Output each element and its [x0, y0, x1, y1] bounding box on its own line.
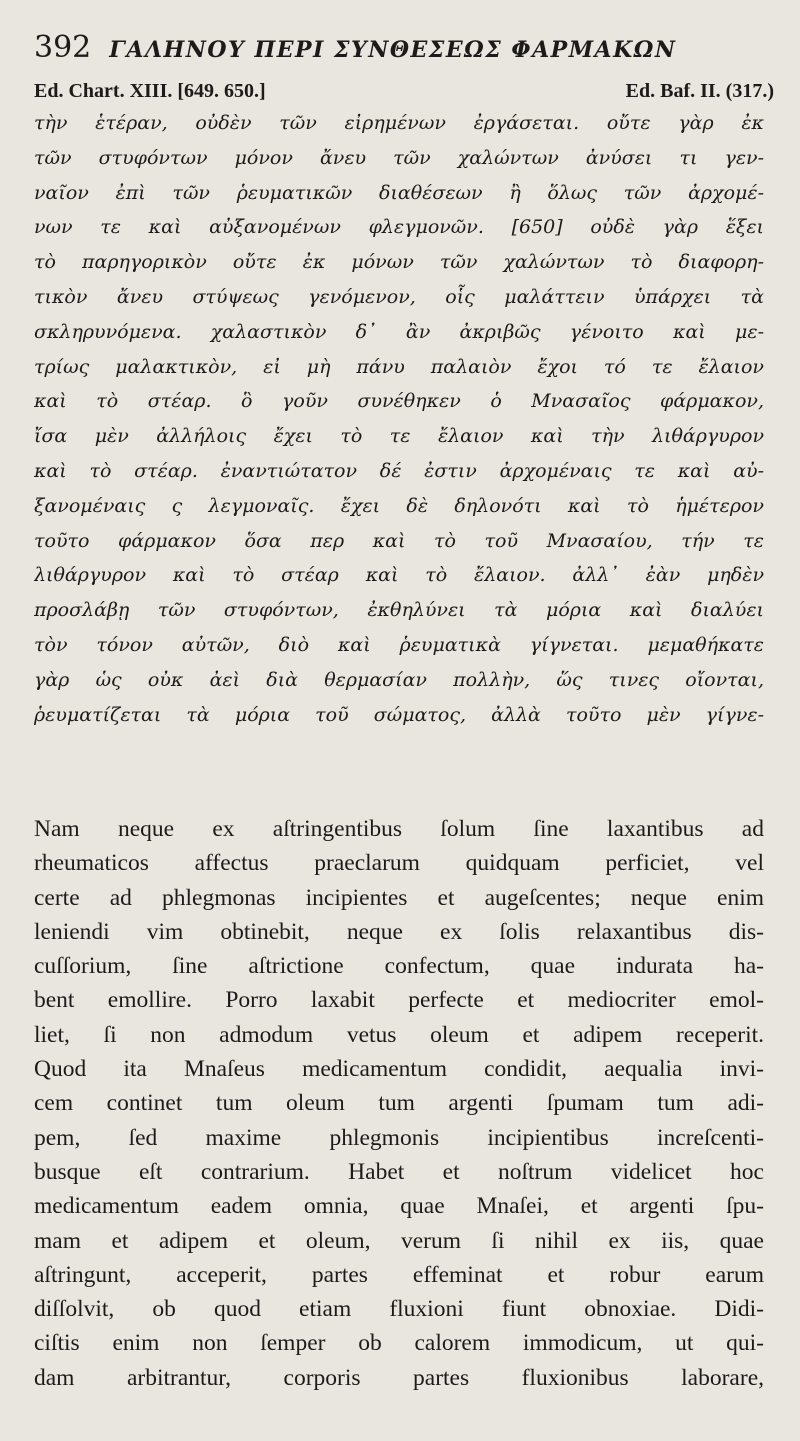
text-line: dam arbitrantur, corporis partes fluxionibus laborare, — [34, 1364, 764, 1391]
text-line: γὰρ ὡς οὐκ ἀεὶ διὰ θερμασίαν πολλὴν, ὥς τινες οἴονται, — [34, 668, 764, 691]
text-line: liet, ſi non admodum vetus oleum et adipem receperit. — [34, 1021, 764, 1048]
text-line: rheumaticos affectus praeclarum quidquam perficiet, vel — [34, 850, 764, 877]
text-line: καὶ τὸ στέαρ. ἐναντιώτατον δέ ἐστιν ἀρχομέναις τε καὶ αὐ- — [34, 459, 764, 482]
text-line: τὸ παρηγορικὸν οὔτε ἐκ μόνων τῶν χαλώντων τὸ διαφορη- — [34, 251, 764, 274]
text-line: ciſtis enim non ſemper ob calorem immodicum, ut qui- — [34, 1330, 764, 1357]
text-line: certe ad phlegmonas incipientes et augeſcentes; neque enim — [34, 884, 764, 911]
edition-right: Ed. Baf. II. (317.) — [625, 80, 774, 102]
text-line: τῶν στυφόντων μόνον ἄνευ τῶν χαλώντων ἀνύσει τι γεν- — [34, 146, 764, 169]
text-line: ῥευματίζεται τὰ μόρια τοῦ σώματος, ἀλλὰ τοῦτο μὲν γίγνε- — [34, 703, 764, 726]
greek-text — [34, 106, 764, 732]
text-line: cuſſorium, ſine aſtrictione confectum, quae indurata ha- — [34, 953, 764, 980]
running-title: ΓΑΛΗΝΟΥ ΠΕΡΙ ΣΥΝΘΕΣΕΩΣ ΦΑΡΜΑΚΩΝ — [109, 37, 677, 63]
edition-left: Ed. Chart. XIII. [649. 650.] — [34, 80, 266, 102]
text-line: τικὸν ἄνευ στύψεως γενόμενον, οἷς μαλάττειν ὑπάρχει τὰ — [34, 285, 764, 308]
text-line: cem continet tum oleum tum argenti ſpumam tum adi- — [34, 1090, 764, 1117]
text-line: diſſolvit, ob quod etiam fluxioni fiunt obnoxiae. Didi- — [34, 1296, 764, 1323]
page-number: 392 — [34, 30, 92, 65]
text-line: leniendi vim obtinebit, neque ex ſolis relaxantibus dis- — [34, 918, 764, 945]
text-line: aſtringunt, acceperit, partes effeminat et robur earum — [34, 1261, 764, 1288]
text-line: ἴσα μὲν ἀλλήλοις ἔχει τὸ τε ἔλαιον καὶ τὴν λιθάργυρον — [34, 425, 764, 448]
text-line: pem, ſed maxime phlegmonis incipientibus increſcenti- — [34, 1124, 764, 1151]
text-line: mam et adipem et oleum, verum ſi nihil ex iis, quae — [34, 1227, 764, 1254]
text-line: busque eſt contrarium. Habet et noſtrum videlicet hoc — [34, 1158, 764, 1185]
text-line: τοῦτο φάρμακον ὅσα περ καὶ τὸ τοῦ Μνασαίου, τήν τε — [34, 529, 764, 552]
text-line: medicamentum eadem omnia, quae Mnaſei, et argenti ſpu- — [34, 1193, 764, 1220]
text-line: προσλάβῃ τῶν στυφόντων, ἐκθηλύνει τὰ μόρια καὶ διαλύει — [34, 599, 764, 622]
text-line: τρίως μαλακτικὸν, εἰ μὴ πάνυ παλαιὸν ἔχοι τό τε ἔλαιον — [34, 355, 764, 378]
text-line: ξανομέναις ς λεγμοναῖς. ἔχει δὲ δηλονότι καὶ τὸ ἡμέτερον — [34, 494, 764, 517]
text-line: bent emollire. Porro laxabit perfecte et mediocriter emol- — [34, 987, 764, 1014]
text-line: νων τε καὶ αὐξανομένων φλεγμονῶν. [650] οὐδὲ γὰρ ἕξει — [34, 216, 764, 239]
text-line: καὶ τὸ στέαρ. ὃ γοῦν συνέθηκεν ὁ Μνασαῖος φάρμακον, — [34, 390, 764, 413]
text-line: τὴν ἑτέραν, οὐδὲν τῶν εἰρημένων ἐργάσεται. οὔτε γὰρ ἐκ — [34, 112, 764, 134]
page-header — [34, 30, 774, 66]
show-through-bleed — [40, 780, 760, 806]
text-line: Quod ita Mnaſeus medicamentum condidit, aequalia invi- — [34, 1056, 764, 1083]
text-line: λιθάργυρον καὶ τὸ στέαρ καὶ τὸ ἔλαιον. ἀλλ᾽ ἐὰν μηδὲν — [34, 564, 764, 587]
text-line: Nam neque ex aſtringentibus ſolum ſine laxantibus ad — [34, 816, 764, 842]
latin-text — [34, 812, 764, 1395]
edition-reference — [34, 80, 774, 103]
text-line: τὸν τόνον αὐτῶν, διὸ καὶ ῥευματικὰ γίγνεται. μεμαθήκατε — [34, 633, 764, 656]
text-line: σκληρυνόμενα. χαλαστικὸν δ᾽ ἂν ἀκριβῶς γένοιτο καὶ με- — [34, 320, 764, 343]
text-line: ναῖον ἐπὶ τῶν ῥευματικῶν διαθέσεων ἢ ὅλως τῶν ἀρχομέ- — [34, 181, 764, 204]
